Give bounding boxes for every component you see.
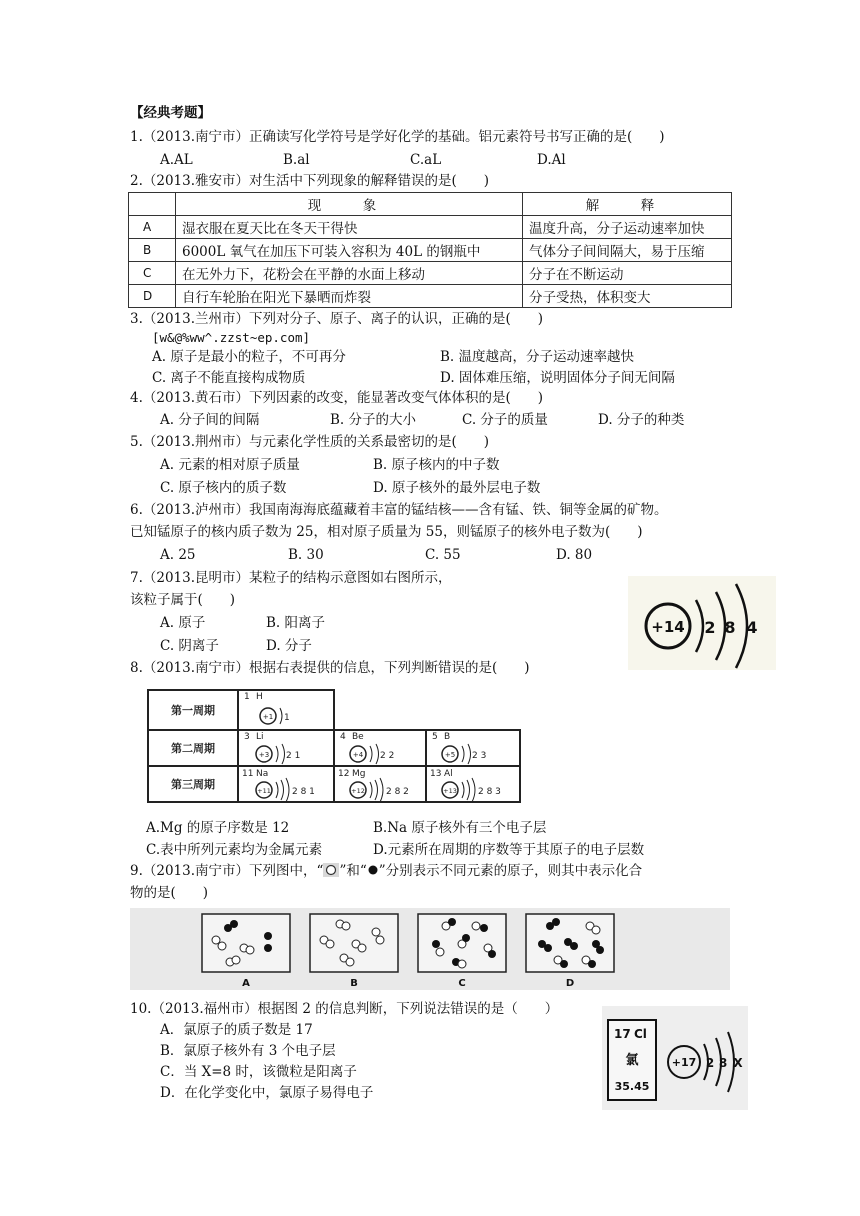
row-phenomenon: 6000L 氧气在加压下可装入容积为 40L 的钢瓶中 bbox=[176, 239, 523, 262]
table-row bbox=[129, 239, 732, 262]
period-label-3: 第三周期 bbox=[171, 778, 215, 791]
cl-nucleus: +17 bbox=[671, 1056, 697, 1069]
q8-periodic-table-figure bbox=[146, 688, 524, 806]
element-cell-na bbox=[242, 769, 315, 802]
cl-name: 氯 bbox=[625, 1053, 639, 1068]
element-cell-mg bbox=[338, 769, 409, 802]
q5-option-d[interactable]: D. 原子核外的最外层电子数 bbox=[373, 480, 541, 496]
element-nucleus: +5 bbox=[444, 751, 456, 759]
element-cell-li bbox=[244, 732, 300, 764]
element-nucleus: +13 bbox=[443, 787, 457, 795]
element-nucleus: +1 bbox=[262, 713, 274, 721]
period-label-2: 第二周期 bbox=[171, 742, 215, 755]
q10-chlorine-figure bbox=[602, 1006, 748, 1110]
element-cell-b bbox=[432, 732, 486, 764]
cl-shell-2: 8 bbox=[718, 1056, 728, 1070]
element-nucleus: +4 bbox=[352, 751, 364, 759]
q10-option-b[interactable]: B．氯原子核外有 3 个电子层 bbox=[160, 1043, 336, 1059]
q7-atom-structure-diagram bbox=[628, 576, 776, 670]
cl-shell-1: 2 bbox=[705, 1056, 715, 1070]
q9-stem-part2: ”和“ bbox=[339, 863, 367, 879]
panel-label-c: C bbox=[458, 978, 466, 989]
element-symbol: Mg bbox=[352, 769, 366, 779]
panel-label-a: A bbox=[242, 978, 250, 989]
row-label: B bbox=[129, 239, 176, 262]
q7-shell-3: 4 bbox=[746, 618, 758, 637]
q7-shell-1: 2 bbox=[704, 618, 716, 637]
q5-stem: 5.（2013.荆州市）与元素化学性质的关系最密切的是( ) bbox=[130, 434, 490, 450]
cl-atomic-number: 17 bbox=[614, 1027, 631, 1041]
q6-option-c[interactable]: C. 55 bbox=[425, 547, 461, 563]
row-explanation: 温度升高，分子运动速率加快 bbox=[523, 216, 732, 239]
element-number: 12 bbox=[338, 769, 350, 779]
row-label: D bbox=[129, 285, 176, 308]
q3-option-a[interactable]: A. 原子是最小的粒子，不可再分 bbox=[152, 349, 346, 365]
row-explanation: 分子受热，体积变大 bbox=[523, 285, 732, 308]
q7-shell-2: 8 bbox=[724, 618, 736, 637]
element-electrons: 2 8 1 bbox=[292, 787, 315, 797]
period-label-1: 第一周期 bbox=[171, 704, 215, 717]
element-symbol: Be bbox=[352, 732, 364, 742]
panel-label-d: D bbox=[565, 978, 575, 989]
q3-noise-text: [w&@%ww^.zzst~ep.com] bbox=[152, 330, 311, 345]
q3-option-d[interactable]: D. 固体难压缩，说明固体分子间无间隔 bbox=[440, 370, 675, 386]
q7-option-a[interactable]: A. 原子 bbox=[160, 615, 206, 631]
q2-stem: 2.（2013.雅安市）对生活中下列现象的解释错误的是( ) bbox=[130, 173, 490, 189]
element-nucleus: +12 bbox=[351, 787, 365, 795]
q5-option-c[interactable]: C. 原子核内的质子数 bbox=[160, 480, 287, 496]
q6-option-d[interactable]: D. 80 bbox=[556, 547, 593, 563]
white-atom-icon bbox=[323, 863, 339, 877]
table-header-phenomenon: 现 象 bbox=[176, 193, 523, 216]
q7-option-d[interactable]: D. 分子 bbox=[266, 638, 312, 654]
cl-atomic-mass: 35.45 bbox=[614, 1080, 650, 1093]
table-header-explanation: 解 释 bbox=[523, 193, 732, 216]
element-symbol: Na bbox=[256, 769, 269, 779]
q6-stem-line2: 已知锰原子的核内质子数为 25，相对原子质量为 55，则锰原子的核外电子数为( ) bbox=[130, 524, 643, 540]
element-cell-h bbox=[244, 692, 290, 724]
row-phenomenon: 湿衣服在夏天比在冬天干得快 bbox=[176, 216, 523, 239]
q7-option-c[interactable]: C. 阴离子 bbox=[160, 638, 219, 654]
q2-table-header bbox=[129, 193, 732, 216]
q6-option-b[interactable]: B. 30 bbox=[288, 547, 324, 563]
element-symbol: Li bbox=[256, 732, 264, 742]
element-nucleus: +3 bbox=[258, 751, 270, 759]
cl-shell-3: X bbox=[733, 1056, 743, 1070]
q10-option-c[interactable]: C．当 X=8 时，该微粒是阳离子 bbox=[160, 1064, 357, 1080]
q8-option-c[interactable]: C.表中所列元素均为金属元素 bbox=[146, 842, 323, 858]
element-number: 1 bbox=[244, 692, 250, 702]
element-number: 11 bbox=[242, 769, 254, 779]
q3-option-b[interactable]: B. 温度越高，分子运动速率越快 bbox=[440, 349, 635, 365]
q9-stem-line1 bbox=[130, 862, 642, 880]
q10-option-d[interactable]: D．在化学变化中，氯原子易得电子 bbox=[160, 1085, 374, 1101]
cl-symbol: Cl bbox=[634, 1027, 647, 1041]
q3-option-c[interactable]: C. 离子不能直接构成物质 bbox=[152, 370, 306, 386]
element-symbol: Al bbox=[444, 769, 453, 779]
q1-stem: 1.（2013.南宁市）正确读写化学符号是学好化学的基础。铝元素符号书写正确的是( ) bbox=[130, 129, 665, 145]
element-electrons: 2 2 bbox=[380, 751, 395, 761]
row-explanation: 分子在不断运动 bbox=[523, 262, 732, 285]
q4-option-c[interactable]: C. 分子的质量 bbox=[462, 412, 548, 428]
row-phenomenon: 自行车轮胎在阳光下暴晒而炸裂 bbox=[176, 285, 523, 308]
q6-option-a[interactable]: A. 25 bbox=[160, 547, 196, 563]
element-cell-be bbox=[340, 732, 394, 764]
q8-stem: 8.（2013.南宁市）根据右表提供的信息，下列判断错误的是( ) bbox=[130, 660, 530, 676]
table-header-blank bbox=[129, 193, 176, 216]
element-nucleus: +11 bbox=[257, 787, 271, 795]
black-atom-icon bbox=[367, 863, 379, 877]
q8-option-a[interactable]: A.Mg 的原子序数是 12 bbox=[146, 820, 290, 836]
element-electrons: 2 1 bbox=[286, 751, 301, 761]
row-phenomenon: 在无外力下，花粉会在平静的水面上移动 bbox=[176, 262, 523, 285]
element-symbol: B bbox=[444, 732, 451, 742]
q4-option-a[interactable]: A. 分子间的间隔 bbox=[160, 412, 260, 428]
q4-stem: 4.（2013.黄石市）下列因素的改变，能显著改变气体体积的是( ) bbox=[130, 390, 544, 406]
q9-stem-line2: 物的是( ) bbox=[130, 885, 209, 901]
table-row bbox=[129, 285, 732, 308]
element-cell-al bbox=[430, 769, 501, 802]
q1-option-d[interactable]: D.Al bbox=[537, 152, 566, 168]
q9-stem-part3: ”分别表示不同元素的原子，则其中表示化合 bbox=[378, 863, 643, 879]
element-electrons: 1 bbox=[284, 713, 290, 723]
q9-stem-part1: 9.（2013.南宁市）下列图中，“ bbox=[130, 863, 324, 879]
q10-option-a[interactable]: A．氯原子的质子数是 17 bbox=[160, 1022, 313, 1038]
row-label: A bbox=[129, 216, 176, 239]
q2-table bbox=[128, 192, 732, 308]
q4-option-b[interactable]: B. 分子的大小 bbox=[330, 412, 417, 428]
q10-stem: 10.（2013.福州市）根据图 2 的信息判断，下列说法错误的是（ ） bbox=[130, 1001, 559, 1017]
q7-stem-line1: 7.（2013.昆明市）某粒子的结构示意图如右图所示， bbox=[130, 570, 452, 586]
section-title: 【经典考题】 bbox=[130, 105, 211, 121]
q4-option-d[interactable]: D. 分子的种类 bbox=[598, 412, 685, 428]
element-electrons: 2 3 bbox=[472, 751, 487, 761]
element-electrons: 2 8 2 bbox=[386, 787, 409, 797]
q7-stem-line2: 该粒子属于( ) bbox=[130, 592, 236, 608]
table-row bbox=[129, 216, 732, 239]
q9-molecule-panels bbox=[130, 908, 730, 990]
q8-option-d[interactable]: D.元素所在周期的序数等于其原子的电子层数 bbox=[373, 842, 645, 858]
q1-option-b[interactable]: B.al bbox=[283, 152, 310, 168]
row-explanation: 气体分子间间隔大，易于压缩 bbox=[523, 239, 732, 262]
q8-option-b[interactable]: B.Na 原子核外有三个电子层 bbox=[373, 820, 547, 836]
table-row bbox=[129, 262, 732, 285]
element-number: 13 bbox=[430, 769, 442, 779]
element-electrons: 2 8 3 bbox=[478, 787, 501, 797]
element-number: 4 bbox=[340, 732, 346, 742]
panel-label-b: B bbox=[350, 978, 358, 989]
q5-option-a[interactable]: A. 元素的相对原子质量 bbox=[160, 457, 300, 473]
q3-stem: 3.（2013.兰州市）下列对分子、原子、离子的认识，正确的是( ) bbox=[130, 311, 544, 327]
element-number: 5 bbox=[432, 732, 438, 742]
q5-option-b[interactable]: B. 原子核内的中子数 bbox=[373, 457, 500, 473]
q7-nucleus-label: +14 bbox=[651, 618, 685, 636]
q6-stem-line1: 6.（2013.泸州市）我国南海海底蕴藏着丰富的锰结核——含有锰、铁、铜等金属的矿物。 bbox=[130, 502, 668, 518]
element-number: 3 bbox=[244, 732, 250, 742]
q1-option-c[interactable]: C.aL bbox=[410, 152, 442, 168]
q7-option-b[interactable]: B. 阳离子 bbox=[266, 615, 326, 631]
element-symbol: H bbox=[256, 692, 263, 702]
q1-option-a[interactable]: A.AL bbox=[160, 152, 193, 168]
row-label: C bbox=[129, 262, 176, 285]
